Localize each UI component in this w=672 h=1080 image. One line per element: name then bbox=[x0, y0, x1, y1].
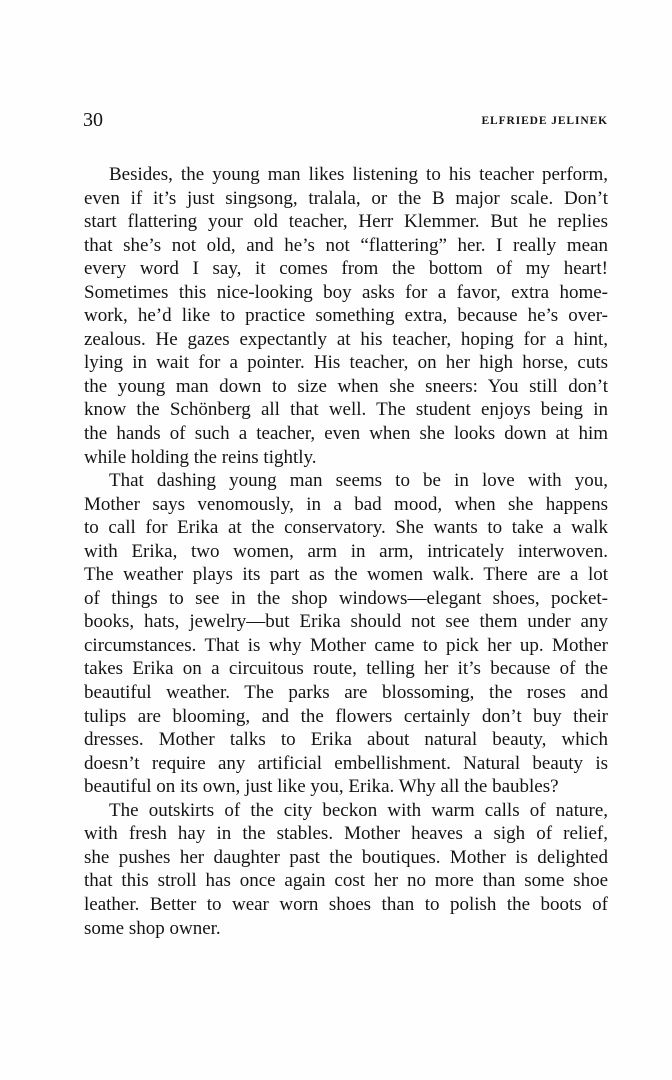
text-line: work, he’d like to practice something extra, because he’s over- bbox=[84, 305, 608, 327]
text-line: the young man down to size when she sneers: You still don’t bbox=[84, 375, 608, 397]
page-number: 30 bbox=[83, 109, 103, 131]
text-line: Sometimes this nice-looking boy asks for a favor, extra home- bbox=[84, 281, 608, 303]
text-line: the hands of such a teacher, even when she looks down at him bbox=[84, 423, 608, 445]
text-line: that she’s not old, and he’s not “flattering” her. I really mean bbox=[84, 234, 608, 256]
text-line: Besides, the young man likes listening to his teacher perform, bbox=[109, 164, 608, 185]
text-line: even if it’s just singsong, tralala, or the B major scale. Don’t bbox=[84, 187, 608, 209]
paragraph bbox=[84, 163, 608, 469]
text-line: The weather plays its part as the women walk. There are a lot bbox=[84, 564, 608, 586]
text-line: to call for Erika at the conservatory. She wants to take a walk bbox=[84, 517, 608, 539]
text-line: That dashing young man seems to be in love with you, bbox=[109, 470, 608, 492]
text-line: know the Schönberg all that well. The student enjoys being in bbox=[84, 399, 608, 421]
text-line: beautiful weather. The parks are blossoming, the roses and bbox=[84, 682, 608, 704]
text-line: circumstances. That is why Mother came to pick her up. Mother bbox=[84, 634, 608, 656]
text-line: while holding the reins tightly. bbox=[84, 446, 317, 468]
text-line: The outskirts of the city beckon with warm calls of nature, bbox=[109, 799, 608, 821]
text-line: leather. Better to wear worn shoes than to polish the boots of bbox=[84, 893, 608, 915]
text-line: every word I say, it comes from the bottom of my heart! bbox=[84, 258, 608, 280]
author-name: ELFRIEDE JELINEK bbox=[481, 115, 608, 127]
text-line: Mother says venomously, in a bad mood, when she happens bbox=[84, 493, 608, 515]
text-line: takes Erika on a circuitous route, telling her it’s because of the bbox=[84, 658, 608, 680]
text-line: books, hats, jewelry—but Erika should not see them under any bbox=[84, 611, 608, 633]
body-text bbox=[84, 163, 608, 940]
text-line: start flattering your old teacher, Herr Klemmer. But he replies bbox=[84, 211, 608, 233]
paragraph bbox=[84, 469, 608, 799]
text-line: with fresh hay in the stables. Mother heaves a sigh of relief, bbox=[84, 823, 608, 845]
text-line: beautiful on its own, just like you, Erika. Why all the baubles? bbox=[84, 776, 559, 798]
text-line: lying in wait for a pointer. His teacher, on her high horse, cuts bbox=[84, 352, 608, 374]
text-line: of things to see in the shop windows—elegant shoes, pocket- bbox=[84, 587, 608, 609]
text-line: some shop owner. bbox=[84, 917, 221, 939]
text-line: zealous. He gazes expectantly at his teacher, hoping for a hint, bbox=[84, 328, 608, 350]
paragraph bbox=[84, 799, 608, 940]
running-head bbox=[83, 110, 608, 130]
text-line: that this stroll has once again cost her no more than some shoe bbox=[84, 870, 608, 892]
text-line: with Erika, two women, arm in arm, intricately interwoven. bbox=[84, 540, 608, 562]
text-line: doesn’t require any artificial embellishment. Natural beauty is bbox=[84, 752, 608, 774]
text-line: she pushes her daughter past the boutiques. Mother is delighted bbox=[84, 846, 608, 868]
text-line: tulips are blooming, and the flowers certainly don’t buy their bbox=[84, 705, 608, 727]
text-line: dresses. Mother talks to Erika about natural beauty, which bbox=[84, 729, 608, 751]
